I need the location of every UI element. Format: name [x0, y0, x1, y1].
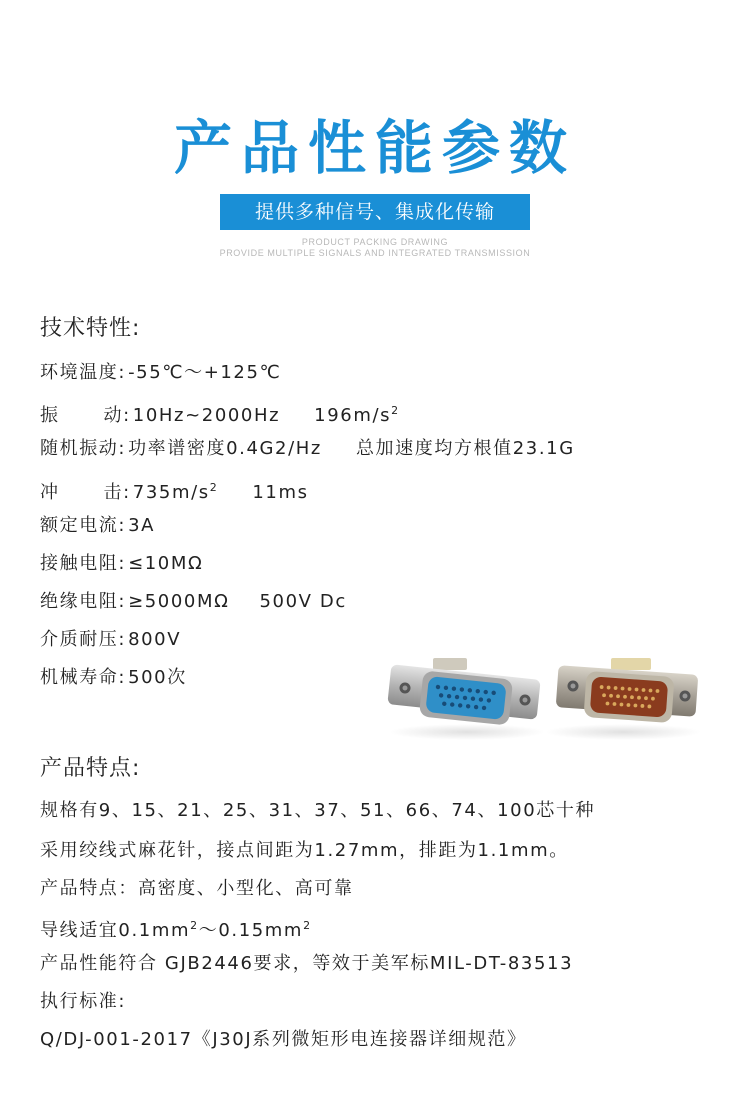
feature-superscript: 2 [190, 919, 199, 932]
page-title: 产品性能参数 [173, 114, 576, 182]
spec-value: 500次 [128, 667, 187, 688]
spec-label: 振 动: [40, 405, 131, 426]
spec-value: -55℃～+125℃ [128, 362, 282, 383]
connector-left [387, 658, 545, 740]
spec-value: 500V Dc [259, 591, 347, 612]
spec-label: 环境温度: [40, 362, 127, 383]
spec-label: 介质耐压: [40, 629, 127, 650]
features-heading: 产品特点: [40, 756, 141, 781]
feature-line-specs: 规格有9、15、21、25、31、37、51、66、74、100芯十种 [40, 800, 596, 821]
feature-line-pins: 采用绞线式麻花针，接点间距为1.27mm，排距为1.1mm。 [40, 840, 569, 861]
spec-mechanical-life [40, 665, 187, 691]
spec-contact-resistance [40, 551, 203, 577]
feature-line-standard-compliance: 产品性能符合 GJB2446要求，等效于美军标MIL-DT-83513 [40, 953, 574, 974]
feature-text: ～0.15mm [198, 920, 304, 941]
english-caption-1: PRODUCT PACKING DRAWING [301, 237, 449, 247]
spec-value: 800V [128, 629, 182, 650]
spec-insulation-resistance [40, 589, 347, 615]
spec-value: 11ms [252, 482, 309, 503]
spec-value: 总加速度均方根值23.1G [355, 438, 575, 459]
spec-label: 绝缘电阻: [40, 591, 127, 612]
tech-heading: 技术特性: [40, 316, 141, 341]
feature-line-standard-label: 执行标准: [40, 991, 127, 1012]
spec-value: 196m/s [314, 405, 392, 426]
spec-rated-current [40, 513, 155, 539]
spec-dielectric [40, 627, 181, 653]
spec-vibration [40, 398, 400, 429]
spec-label: 冲 击: [40, 482, 131, 503]
spec-superscript: 2 [209, 481, 219, 494]
spec-value: 功率谱密度0.4G2/Hz [128, 438, 322, 459]
feature-superscript: 2 [303, 919, 312, 932]
feature-text: 导线适宜0.1mm [40, 920, 191, 941]
spec-value: ≤10MΩ [128, 553, 204, 574]
feature-line-wire [40, 913, 312, 944]
spec-value: 735m/s [132, 482, 210, 503]
spec-shock [40, 475, 309, 506]
spec-label: 接触电阻: [40, 553, 127, 574]
spec-value: 10Hz~2000Hz [132, 405, 281, 426]
connector-product-image [385, 650, 705, 745]
spec-superscript: 2 [391, 404, 400, 417]
subtitle-banner: 提供多种信号、集成化传输 [220, 194, 530, 230]
spec-value: 3A [128, 515, 156, 536]
spec-label: 机械寿命: [40, 667, 127, 688]
english-caption-2: PROVIDE MULTIPLE SIGNALS AND INTEGRATED TRANSMISSION [219, 248, 531, 258]
spec-label: 额定电流: [40, 515, 127, 536]
spec-label: 随机振动: [40, 438, 127, 459]
spec-random-vibration [40, 436, 575, 462]
spec-env-temp [40, 360, 281, 386]
feature-line-standard-code: Q/DJ-001-2017《J30J系列微矩形电连接器详细规范》 [40, 1029, 527, 1050]
spec-value: ≥5000MΩ [128, 591, 230, 612]
connector-right [545, 658, 701, 740]
feature-line-traits: 产品特点：高密度、小型化、高可靠 [40, 878, 354, 899]
